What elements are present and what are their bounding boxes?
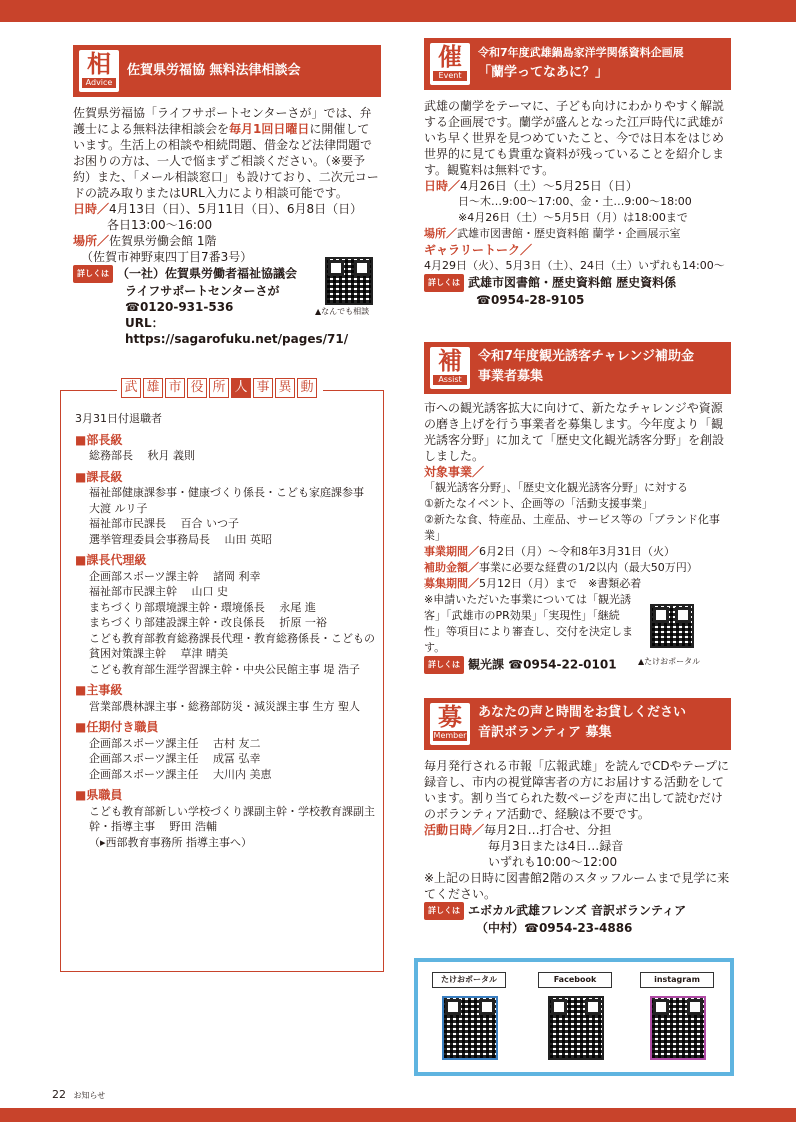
- sns-label-facebook: Facebook: [538, 972, 612, 988]
- bottom-bar: [0, 1108, 796, 1122]
- badge-kanji: 補: [438, 347, 462, 375]
- assist-amount-label: 補助金額／: [424, 561, 479, 574]
- grade-heading: ■任期付き職員: [75, 720, 159, 734]
- staff-row: 総務部長 秋月 義則: [89, 449, 195, 462]
- badge-kanji: 募: [438, 703, 462, 731]
- detail-tag: 詳しくは: [424, 902, 464, 920]
- badge-en: Event: [433, 71, 467, 81]
- assist-contact: 観光課 ☎0954-22-0101: [468, 657, 617, 672]
- jinji-char: 動: [297, 378, 317, 398]
- detail-tag: 詳しくは: [424, 656, 464, 674]
- badge-en: Advice: [82, 78, 116, 88]
- staff-row: こども教育部生涯学習課主幹・中央公民館主事 堤 浩子: [89, 662, 360, 676]
- jinji-retire-date: 3月31日付退職者: [75, 412, 162, 425]
- assist-amount-value: 事業に必要な経費の1/2以内（最大50万円）: [479, 561, 698, 574]
- portal-qr-code[interactable]: [442, 996, 498, 1060]
- event-section: [424, 38, 731, 308]
- event-badge: [430, 43, 470, 85]
- advice-date-value: 4月13日（日）、5月11日（日）、6月8日（日）: [109, 202, 363, 216]
- member-badge: [430, 703, 470, 745]
- advice-date-label: 日時／: [73, 202, 110, 216]
- assist-period-label: 事業期間／: [424, 545, 479, 558]
- event-tel: ☎0954-28-9105: [476, 293, 585, 307]
- staff-row: 企画部スポーツ課主任 大川内 美恵: [89, 767, 272, 781]
- staff-row: こども教育部新しい学校づくり課副主幹・学校教育課副主幹・指導主事 野田 浩輔: [89, 804, 375, 833]
- assist-target-l2: ①新たなイベント、企画等の「活動支援事業」: [424, 497, 653, 510]
- jinji-title: [117, 378, 323, 398]
- badge-kanji: 催: [438, 43, 462, 71]
- member-header: [424, 698, 731, 750]
- assist-body: 市への観光誘客拡大に向けて、新たなチャレンジや資源の磨き上げを行う事業者を募集します。今年度より「観光誘客分野」に加えて「歴史文化観光誘客分野」を創設しました。: [424, 401, 725, 463]
- staff-row: こども教育部教育総務課長代理・教育総務係長・こどもの貧困対策課主幹 草津 晴美: [89, 631, 375, 660]
- advice-place-addr: （佐賀市神野東四丁目7番3号）: [81, 250, 253, 264]
- detail-tag: 詳しくは: [424, 274, 464, 292]
- assist-target-l1: 「観光誘客分野」、「歴史文化観光誘客分野」に対する: [424, 481, 688, 494]
- jinji-char: 武: [121, 378, 141, 398]
- staff-row: （▸西部教育事務所 指導主事へ）: [89, 835, 253, 849]
- grade-heading: ■主事級: [75, 683, 123, 697]
- advice-badge: [79, 50, 119, 92]
- assist-header: [424, 342, 731, 394]
- jinji-list: [75, 411, 379, 850]
- assist-target-l3: ②新たな食、特産品、土産品、サービス等の「ブランド化事業」: [424, 513, 720, 542]
- jinji-char: 人: [231, 378, 251, 398]
- advice-place-value: 佐賀県労働会館 1階: [109, 234, 217, 248]
- grade-heading: ■課長級: [75, 469, 123, 484]
- event-contact: 武雄市図書館・歴史資料館 歴史資料係: [468, 275, 677, 290]
- assist-note: ※申請いただいた事業については「観光誘客」「武雄市のPR効果」「実現性」「継続性」等項目により審査し、交付を決定します。: [424, 593, 633, 654]
- event-date-l3: ※4月26日（土）～5月5日（月）は18:00まで: [458, 211, 688, 224]
- advice-date-time: 各日13:00～16:00: [107, 218, 213, 232]
- staff-row: 営業部農林課主事・総務部防災・減災課主事 生方 聖人: [89, 699, 360, 713]
- facebook-qr-code[interactable]: [548, 996, 604, 1060]
- event-talk-value: 4月29日（火）、5月3日（土）、24日（土）いずれも14:00～: [424, 259, 725, 272]
- event-place-label: 場所／: [424, 227, 457, 240]
- advice-header: [73, 45, 381, 97]
- event-place-value: 武雄市図書館・歴史資料館 蘭学・企画展示室: [457, 227, 681, 240]
- jinji-char: 雄: [143, 378, 163, 398]
- staff-row: 選挙管理委員会事務局長 山田 英昭: [89, 532, 272, 546]
- advice-body: [73, 105, 381, 201]
- grade-heading: ■部長級: [75, 432, 123, 447]
- event-date-l2: 日～木…9:00～17:00、金・土…9:00～18:00: [458, 195, 692, 208]
- member-note: ※上記の日時に図書館2階のスタッフルームまで見学に来てください。: [424, 871, 730, 901]
- staff-row: まちづくり部建設課主幹・改良係長 折原 一裕: [89, 616, 327, 629]
- jinji-box: [60, 380, 384, 972]
- advice-tel: ☎0120-931-536: [125, 300, 234, 314]
- staff-row: 福祉部市民課主幹 山口 史: [89, 585, 228, 598]
- assist-apply-label: 募集期間／: [424, 577, 479, 590]
- member-section: [424, 698, 731, 936]
- staff-row: 企画部スポーツ課主幹 諸岡 利幸: [89, 569, 261, 583]
- assist-title-1: 令和7年度観光誘客チャレンジ補助金: [478, 349, 695, 364]
- badge-en: Member: [433, 731, 467, 740]
- assist-badge: [430, 347, 470, 389]
- badge-kanji: 相: [87, 50, 111, 78]
- assist-qr-caption: ▲たけおポータル: [638, 657, 701, 666]
- event-title-1: 令和7年度武雄鍋島家洋学関係資料企画展: [478, 46, 684, 59]
- jinji-char: 事: [253, 378, 273, 398]
- assist-target-label: 対象事業／: [424, 465, 485, 479]
- member-body: 毎月発行される市報「広報武雄」を読んでCDやテープに録音し、市内の視覚障害者の方にお届けする活動をしています。割り当てられた数ページを声に出して読むだけのボランティア活動で、経験は不要です。: [424, 759, 730, 821]
- assist-apply-value: 5月12日（月）まで ※書類必着: [479, 577, 642, 590]
- sns-box: [414, 958, 734, 1076]
- grade-heading: ■課長代理級: [75, 553, 147, 567]
- sns-label-instagram: instagram: [640, 972, 714, 988]
- advice-qr-code[interactable]: [325, 257, 373, 305]
- member-contact-1: エボカル武雄フレンズ 音訳ボランティア: [468, 903, 687, 918]
- jinji-char: 市: [165, 378, 185, 398]
- member-contact-2: （中村）☎0954-23-4886: [476, 921, 633, 935]
- member-date-l2: 毎月3日または4日…録音: [488, 839, 624, 853]
- member-date-label: 活動日時／: [424, 823, 485, 837]
- event-date-value: 4月26日（土）～5月25日（日）: [460, 179, 638, 193]
- page-number: 22: [52, 1088, 66, 1101]
- advice-place-label: 場所／: [73, 234, 110, 248]
- grade-heading: ■県職員: [75, 788, 123, 802]
- advice-qr-caption: ▲なんでも相談: [315, 307, 370, 316]
- member-date-l3: いずれも10:00～12:00: [488, 855, 618, 869]
- sns-label-portal: たけおポータル: [432, 972, 506, 988]
- advice-body-highlight: 毎月1回日曜日: [229, 122, 310, 136]
- advice-org-2: ライフサポートセンターさが: [125, 284, 280, 298]
- event-title-2: 「蘭学ってなあに？」: [478, 65, 609, 80]
- advice-body-1: 佐賀県労福協「ライフサポートセンターさが」では、弁護士による無料法律相談会を: [73, 106, 372, 136]
- member-date-l1: 毎月2日…打合せ、分担: [484, 823, 612, 837]
- advice-org-1: （一社）佐賀県労働者福祉協議会: [117, 266, 298, 281]
- staff-row: 福祉部市民課長 百合 いつ子: [89, 517, 239, 530]
- assist-period-value: 6月2日（月）～令和8年3月31日（火）: [479, 545, 675, 558]
- staff-row: 福祉部健康課参事・健康づくり係長・こども家庭課参事 大渡 ルリ子: [89, 486, 379, 515]
- detail-tag: 詳しくは: [73, 265, 113, 283]
- event-header: [424, 38, 731, 90]
- page-footer: [52, 1088, 105, 1101]
- page-label: お知らせ: [73, 1091, 106, 1100]
- advice-section: [73, 45, 381, 347]
- event-talk-label: ギャラリートーク／: [424, 243, 533, 257]
- staff-row: 企画部スポーツ課主任 成冨 弘幸: [89, 752, 261, 765]
- jinji-char: 所: [209, 378, 229, 398]
- badge-en: Assist: [433, 375, 467, 385]
- assist-qr-code[interactable]: [650, 604, 694, 648]
- jinji-char: 異: [275, 378, 295, 398]
- instagram-qr-code[interactable]: [650, 996, 706, 1060]
- advice-body-2: に開催しています。生活上の相談や相続問題、借金など法律問題でお困りの方は、一人で悩まずご相談ください。（※要予約）また、「メール相談窓口」も設けており、二次元コードの読み取りまたはURL入力により相談可能です。: [73, 122, 379, 200]
- staff-row: 企画部スポーツ課主任 古村 友二: [89, 736, 261, 750]
- assist-title-2: 事業者募集: [478, 369, 544, 384]
- member-title-1: あなたの声と時間をお貸しください: [478, 705, 687, 720]
- advice-url[interactable]: URL：https://sagarofuku.net/pages/71/: [125, 316, 349, 346]
- event-date-label: 日時／: [424, 179, 461, 193]
- event-body: 武雄の蘭学をテーマに、子ども向けにわかりやすく解説する企画展です。蘭学が盛んとなった江戸時代に武雄がいち早く世界を見つめていたこと、今では日本をはじめ世界的に見ても貴重な資料が残っていることを紹介します。観覧料は無料です。: [424, 99, 725, 177]
- assist-section: [424, 342, 731, 674]
- jinji-char: 役: [187, 378, 207, 398]
- advice-title: 佐賀県労福協 無料法律相談会: [127, 63, 301, 78]
- staff-row: まちづくり部環境課主幹・環境係長 永尾 進: [89, 600, 316, 614]
- member-title-2: 音訳ボランティア 募集: [478, 725, 612, 740]
- top-bar: [0, 0, 796, 22]
